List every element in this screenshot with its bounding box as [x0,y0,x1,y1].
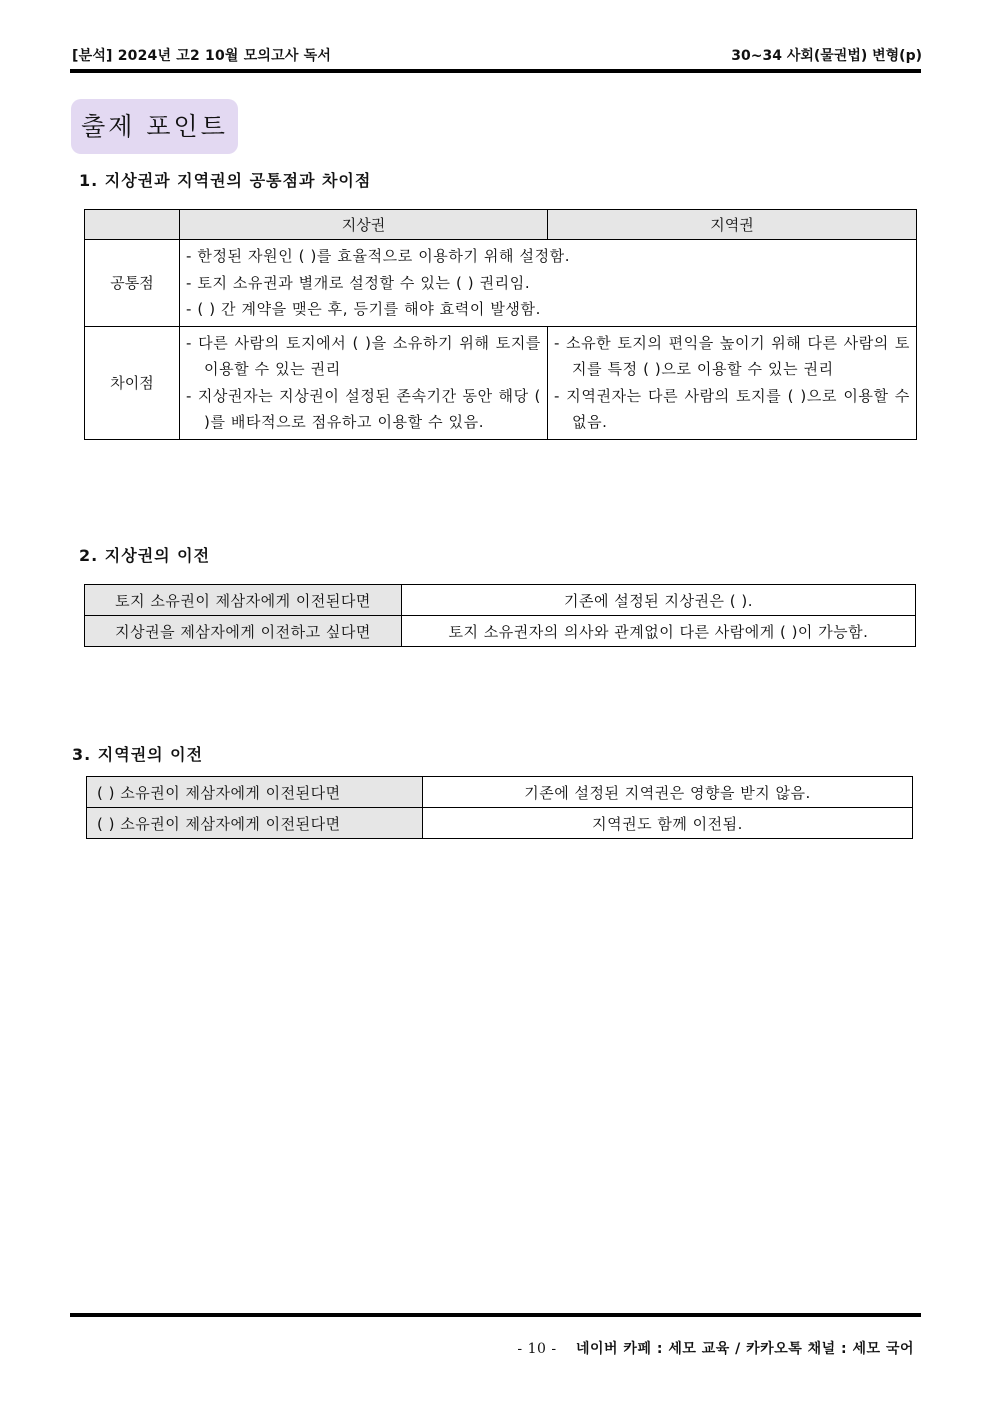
header-rule [70,69,921,73]
difference-label: 차이점 [85,326,180,439]
difference-jisang [180,326,548,439]
table-row [85,616,916,647]
row-label: 지상권을 제삼자에게 이전하고 싶다면 [85,616,402,647]
common-item: - ( ) 간 계약을 맺은 후, 등기를 해야 효력이 발생함. [186,300,541,318]
common-item: - 토지 소유권과 별개로 설정할 수 있는 ( ) 권리임. [186,273,531,292]
difference-row [85,326,917,439]
jiyeok-transfer-table [86,776,913,839]
header-blank-cell [85,210,180,240]
footer [517,1338,914,1358]
common-item: - 한정된 자원인 ( )를 효율적으로 이용하기 위해 설정함. [186,247,571,265]
header-jiyeok: 지역권 [548,210,917,240]
point-label: 출제 포인트 [71,99,238,154]
jisang-item: - 다른 사람의 토지에서 ( )을 소유하기 위해 토지를 이용할 수 있는 권리 [186,333,541,378]
row-label: ( ) 소유권이 제삼자에게 이전된다면 [87,808,423,839]
common-row [85,240,917,327]
jiyeok-item: - 지역권자는 다른 사람의 토지를 ( )으로 이용할 수 없음. [554,386,910,431]
common-label: 공통점 [85,240,180,327]
section1-title: 1. 지상권과 지역권의 공통점과 차이점 [79,171,372,190]
row-label: 토지 소유권이 제삼자에게 이전된다면 [85,585,402,616]
section3-title: 3. 지역권의 이전 [72,745,204,764]
header-jisang: 지상권 [180,210,548,240]
table-row [85,585,916,616]
footer-rule [70,1313,921,1317]
table-header-row [85,210,917,240]
row-value: 토지 소유권자의 의사와 관계없이 다른 사람에게 ( )이 가능함. [402,616,916,647]
row-value: 지역권도 함께 이전됨. [423,808,913,839]
header-title: [분석] 2024년 고2 10월 모의고사 독서 [72,48,332,64]
table-row [87,777,913,808]
comparison-table [84,209,917,440]
table-row [87,808,913,839]
page-number: - 10 - [517,1341,557,1357]
header-subtitle: 30~34 사회(물권법) 변형(p) [731,48,922,64]
row-value: 기존에 설정된 지역권은 영향을 받지 않음. [423,777,913,808]
row-label: ( ) 소유권이 제삼자에게 이전된다면 [87,777,423,808]
footer-text: 네이버 카페 : 세모 교육 / 카카오톡 채널 : 세모 국어 [575,1341,914,1357]
jisang-item: - 지상권자는 지상권이 설정된 존속기간 동안 해당 ( )를 배타적으로 점유하고 이용할 수 있음. [186,386,541,431]
row-value: 기존에 설정된 지상권은 ( ). [402,585,916,616]
jiyeok-item: - 소유한 토지의 편익을 높이기 위해 다른 사람의 토지를 특정 ( )으로 이용할 수 있는 권리 [554,333,910,378]
jisang-transfer-table [84,584,916,647]
section2-title: 2. 지상권의 이전 [79,546,211,565]
common-content [180,240,917,327]
difference-jiyeok [548,326,917,439]
